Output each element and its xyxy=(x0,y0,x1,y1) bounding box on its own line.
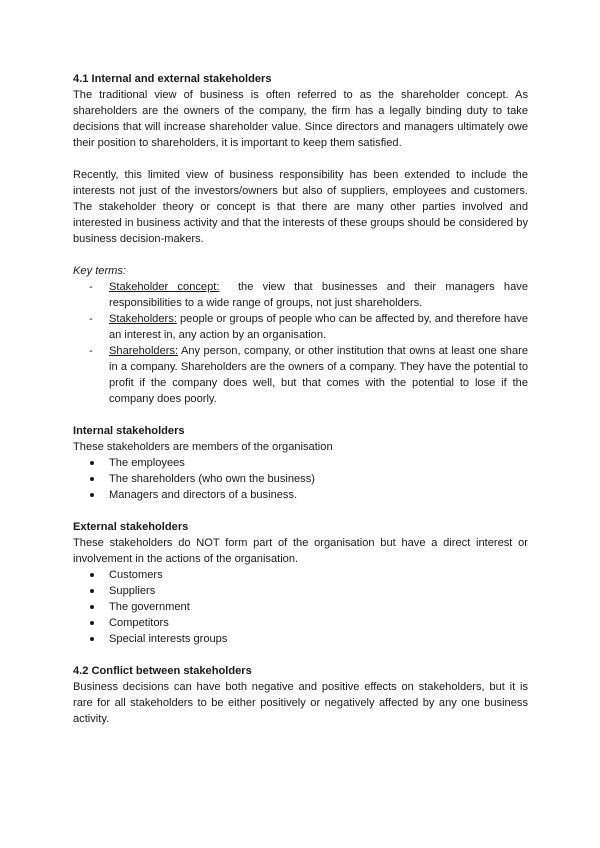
list-item xyxy=(73,471,528,487)
list-item-text: Managers and directors of a business. xyxy=(109,489,298,501)
dash-marker: - xyxy=(89,281,93,293)
section-4-1-paragraph-2: Recently, this limited view of business responsibility has been extended to include the interests not just of the investors/owners but also of suppliers, employees and customers. The stakeholder theory or concept is that there are many other parties involved and interested in business activity and that the interests of these groups should be considered by business decision-makers. xyxy=(73,169,528,245)
key-term-label: Shareholders: xyxy=(109,345,179,357)
list-item xyxy=(73,487,528,503)
key-term-definition: the view that businesses and their managers have responsibilities to a wide range of groups, not just shareholders. xyxy=(109,281,532,309)
key-terms-list xyxy=(73,279,532,407)
bullet-icon xyxy=(90,589,94,593)
key-term-item xyxy=(73,279,532,311)
key-term-label: Stakeholder concept: xyxy=(109,281,220,293)
bullet-icon xyxy=(90,493,94,497)
external-stakeholders-list xyxy=(73,567,528,647)
bullet-icon xyxy=(90,461,94,465)
list-item-text: Special interests groups xyxy=(109,633,228,645)
external-stakeholders-intro: These stakeholders do NOT form part of the organisation but have a direct interest or involvement in the actions of the organisation. xyxy=(73,537,528,565)
document-page xyxy=(73,71,532,727)
bullet-icon xyxy=(90,621,94,625)
bullet-icon xyxy=(90,573,94,577)
list-item-text: The shareholders (who own the business) xyxy=(109,473,315,485)
internal-stakeholders-intro: These stakeholders are members of the organisation xyxy=(73,441,333,453)
section-4-1-title: 4.1 Internal and external stakeholders xyxy=(73,73,272,85)
key-terms-heading: Key terms: xyxy=(73,265,127,277)
list-item xyxy=(73,567,528,583)
internal-stakeholders-list xyxy=(73,455,528,503)
bullet-icon xyxy=(90,477,94,481)
internal-stakeholders-heading: Internal stakeholders xyxy=(73,425,185,437)
list-item xyxy=(73,455,528,471)
external-stakeholders-heading: External stakeholders xyxy=(73,521,189,533)
dash-marker: - xyxy=(89,345,93,357)
list-item xyxy=(73,583,528,599)
key-term-definition: Any person, company, or other institution that owns at least one share in a company. Shareholders are the owners of a company. They have the potential to profit if the company does well, but that comes with the potential to lose if the company does poorly. xyxy=(109,345,532,405)
list-item-text: Customers xyxy=(109,569,163,581)
list-item xyxy=(73,631,528,647)
bullet-icon xyxy=(90,605,94,609)
key-term-definition: people or groups of people who can be affected by, and therefore have an interest in, any action by an organisation. xyxy=(109,313,532,341)
list-item xyxy=(73,615,528,631)
list-item-text: Competitors xyxy=(109,617,169,629)
list-item xyxy=(73,599,528,615)
section-4-1-paragraph-1: The traditional view of business is often referred to as the shareholder concept. As shareholders are the owners of the company, the firm has a legally binding duty to take decisions that will increase shareholder value. Since directors and managers ultimately owe their position to shareholders, it is important to keep them satisfied. xyxy=(73,89,528,149)
section-4-2-paragraph-1: Business decisions can have both negative and positive effects on stakeholders, but it is rare for all stakeholders to be either positively or negatively affected by any one business activity. xyxy=(73,681,528,725)
dash-marker: - xyxy=(89,313,93,325)
list-item-text: The government xyxy=(109,601,190,613)
section-4-2-title: 4.2 Conflict between stakeholders xyxy=(73,665,252,677)
key-term-label: Stakeholders: xyxy=(109,313,177,325)
list-item-text: Suppliers xyxy=(109,585,156,597)
bullet-icon xyxy=(90,637,94,641)
key-term-item xyxy=(73,311,532,343)
key-term-item xyxy=(73,343,532,407)
list-item-text: The employees xyxy=(109,457,185,469)
